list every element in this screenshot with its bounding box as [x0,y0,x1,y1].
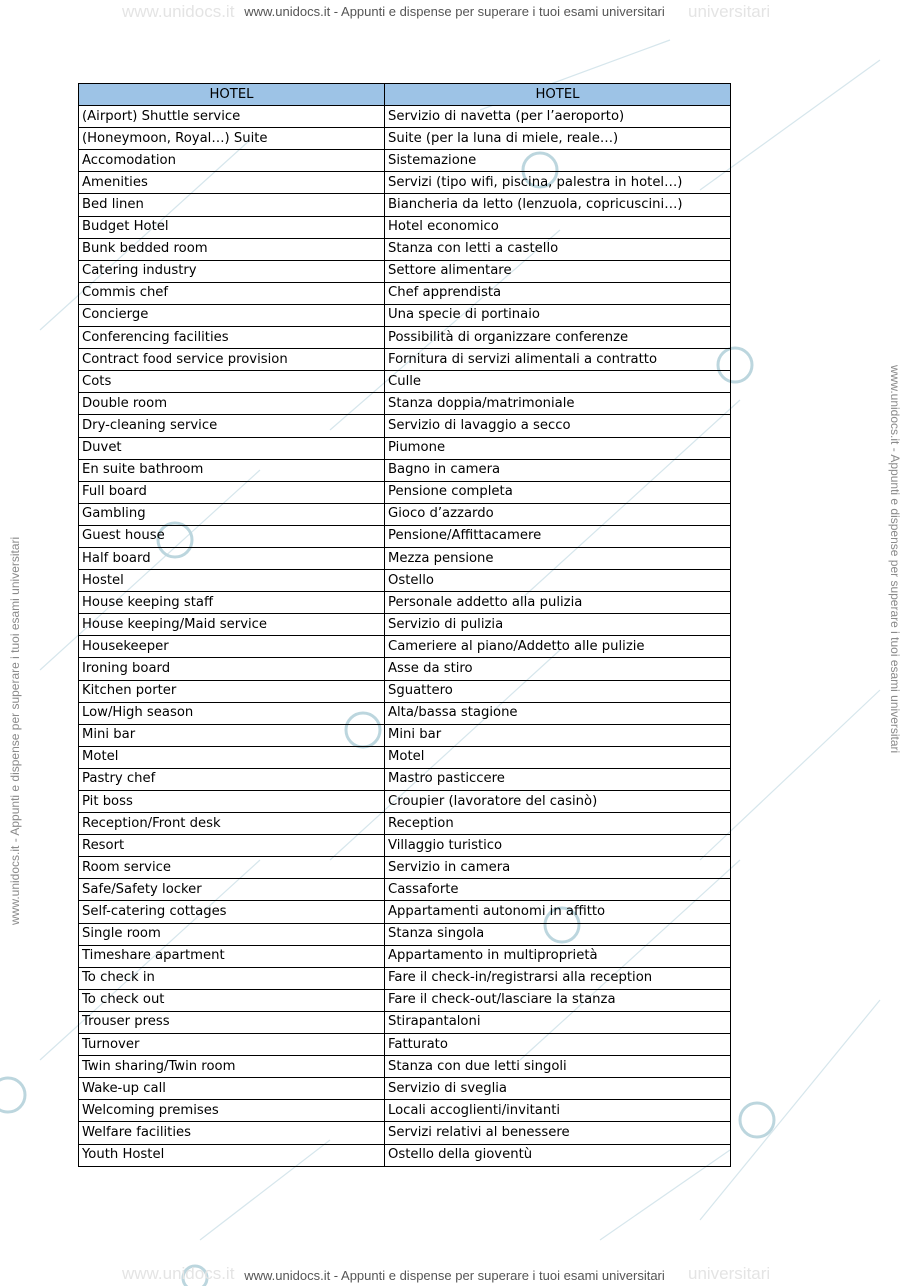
term-english: Resort [79,835,385,857]
table-row [79,813,731,835]
term-italian: Asse da stiro [385,658,731,680]
table-row [79,614,731,636]
table-row [79,724,731,746]
term-english: (Honeymoon, Royal…) Suite [79,128,385,150]
term-english: Mini bar [79,724,385,746]
term-english: To check in [79,967,385,989]
term-italian: Pensione completa [385,481,731,503]
table-row [79,327,731,349]
term-italian: Mastro pasticcere [385,768,731,790]
table-row [79,923,731,945]
table-row [79,194,731,216]
term-italian: Servizio di sveglia [385,1078,731,1100]
table-row [79,238,731,260]
term-english: En suite bathroom [79,459,385,481]
term-italian: Stanza con due letti singoli [385,1056,731,1078]
term-english: Safe/Safety locker [79,879,385,901]
term-italian: Croupier (lavoratore del casinò) [385,791,731,813]
term-italian: Possibilità di organizzare conferenze [385,327,731,349]
term-english: Room service [79,857,385,879]
term-english: Hostel [79,570,385,592]
table-row [79,570,731,592]
table-row [79,1056,731,1078]
table-body [79,106,731,1167]
column-header-italian: HOTEL [385,84,731,106]
term-english: Housekeeper [79,636,385,658]
term-italian: Una specie di portinaio [385,304,731,326]
table-row [79,349,731,371]
term-english: House keeping/Maid service [79,614,385,636]
watermark-faint-top-left: www.unidocs.it [122,2,235,21]
term-english: Self-catering cottages [79,901,385,923]
column-header-english: HOTEL [79,84,385,106]
term-english: House keeping staff [79,592,385,614]
table-row [79,1100,731,1122]
term-english: Wake-up call [79,1078,385,1100]
term-italian: Pensione/Affittacamere [385,525,731,547]
term-english: Pastry chef [79,768,385,790]
term-english: Ironing board [79,658,385,680]
term-english: Double room [79,393,385,415]
term-italian: Appartamenti autonomi in affitto [385,901,731,923]
term-italian: Chef apprendista [385,282,731,304]
term-english: Youth Hostel [79,1144,385,1166]
term-italian: Servizi (tipo wifi, piscina, palestra in hotel…) [385,172,731,194]
table-row [79,172,731,194]
term-english: Duvet [79,437,385,459]
watermark-faint-top-right: universitari [688,2,771,21]
term-italian: Locali accoglienti/invitanti [385,1100,731,1122]
watermark-right: www.unidocs.it - Appunti e dispense per superare i tuoi esami universitari [888,365,902,754]
table-row [79,216,731,238]
table-row [79,1011,731,1033]
watermark-left: www.unidocs.it - Appunti e dispense per superare i tuoi esami universitari [8,536,22,925]
table-row [79,791,731,813]
term-english: Half board [79,547,385,569]
table-row [79,592,731,614]
term-italian: Settore alimentare [385,260,731,282]
watermark-faint-bottom-right: universitari [688,1264,771,1283]
table-row [79,150,731,172]
table-row [79,945,731,967]
term-italian: Sguattero [385,680,731,702]
table-row [79,680,731,702]
term-italian: Ostello [385,570,731,592]
term-italian: Servizi relativi al benessere [385,1122,731,1144]
term-italian: Bagno in camera [385,459,731,481]
table-row [79,106,731,128]
table-row [79,525,731,547]
term-english: Single room [79,923,385,945]
table-row [79,393,731,415]
table-row [79,658,731,680]
table-header-row [79,84,731,106]
table-row [79,481,731,503]
table-row [79,260,731,282]
table-row [79,636,731,658]
term-italian: Servizio di navetta (per l’aeroporto) [385,106,731,128]
term-italian: Alta/bassa stagione [385,702,731,724]
hotel-glossary-table [78,83,731,1167]
table-row [79,304,731,326]
watermark-bottom: www.unidocs.it - Appunti e dispense per superare i tuoi esami universitari [244,1268,665,1283]
table-row [79,967,731,989]
term-italian: Stanza singola [385,923,731,945]
term-italian: Suite (per la luna di miele, reale…) [385,128,731,150]
term-italian: Servizio di lavaggio a secco [385,415,731,437]
term-italian: Servizio in camera [385,857,731,879]
term-english: Bed linen [79,194,385,216]
table-row [79,746,731,768]
term-english: Catering industry [79,260,385,282]
term-english: Low/High season [79,702,385,724]
term-english: Contract food service provision [79,349,385,371]
table-row [79,835,731,857]
term-english: Concierge [79,304,385,326]
table-row [79,1144,731,1166]
term-italian: Cassaforte [385,879,731,901]
term-italian: Personale addetto alla pulizia [385,592,731,614]
table-row [79,437,731,459]
term-english: To check out [79,989,385,1011]
table-row [79,415,731,437]
term-english: Kitchen porter [79,680,385,702]
watermark-faint-bottom-left: www.unidocs.it [122,1264,235,1283]
table-row [79,1078,731,1100]
term-italian: Ostello della gioventù [385,1144,731,1166]
table-row [79,879,731,901]
term-italian: Motel [385,746,731,768]
term-italian: Sistemazione [385,150,731,172]
term-italian: Cameriere al piano/Addetto alle pulizie [385,636,731,658]
table-row [79,503,731,525]
term-italian: Mezza pensione [385,547,731,569]
term-english: Budget Hotel [79,216,385,238]
table-row [79,989,731,1011]
term-italian: Reception [385,813,731,835]
term-english: Full board [79,481,385,503]
term-italian: Fatturato [385,1034,731,1056]
term-italian: Biancheria da letto (lenzuola, copricuscini…) [385,194,731,216]
term-english: Reception/Front desk [79,813,385,835]
term-italian: Stirapantaloni [385,1011,731,1033]
watermark-top: www.unidocs.it - Appunti e dispense per superare i tuoi esami universitari [244,4,665,19]
term-italian: Piumone [385,437,731,459]
term-italian: Hotel economico [385,216,731,238]
table-row [79,282,731,304]
table-row [79,768,731,790]
term-italian: Stanza con letti a castello [385,238,731,260]
table-row [79,702,731,724]
table-row [79,1034,731,1056]
term-english: Twin sharing/Twin room [79,1056,385,1078]
table-row [79,901,731,923]
term-english: Dry-cleaning service [79,415,385,437]
term-italian: Villaggio turistico [385,835,731,857]
term-english: Amenities [79,172,385,194]
term-english: Cots [79,371,385,393]
term-english: Pit boss [79,791,385,813]
term-english: (Airport) Shuttle service [79,106,385,128]
term-english: Turnover [79,1034,385,1056]
table-row [79,459,731,481]
term-english: Commis chef [79,282,385,304]
table-row [79,547,731,569]
table-row [79,371,731,393]
term-italian: Appartamento in multiproprietà [385,945,731,967]
table-row [79,128,731,150]
term-english: Motel [79,746,385,768]
term-italian: Culle [385,371,731,393]
term-english: Timeshare apartment [79,945,385,967]
term-english: Bunk bedded room [79,238,385,260]
term-english: Guest house [79,525,385,547]
term-english: Welcoming premises [79,1100,385,1122]
term-english: Conferencing facilities [79,327,385,349]
table-row [79,1122,731,1144]
term-italian: Gioco d’azzardo [385,503,731,525]
term-english: Welfare facilities [79,1122,385,1144]
table-row [79,857,731,879]
term-italian: Fare il check-out/lasciare la stanza [385,989,731,1011]
term-italian: Fare il check-in/registrarsi alla reception [385,967,731,989]
term-italian: Stanza doppia/matrimoniale [385,393,731,415]
term-italian: Servizio di pulizia [385,614,731,636]
term-english: Trouser press [79,1011,385,1033]
term-italian: Mini bar [385,724,731,746]
term-english: Accomodation [79,150,385,172]
term-italian: Fornitura di servizi alimentali a contratto [385,349,731,371]
term-english: Gambling [79,503,385,525]
